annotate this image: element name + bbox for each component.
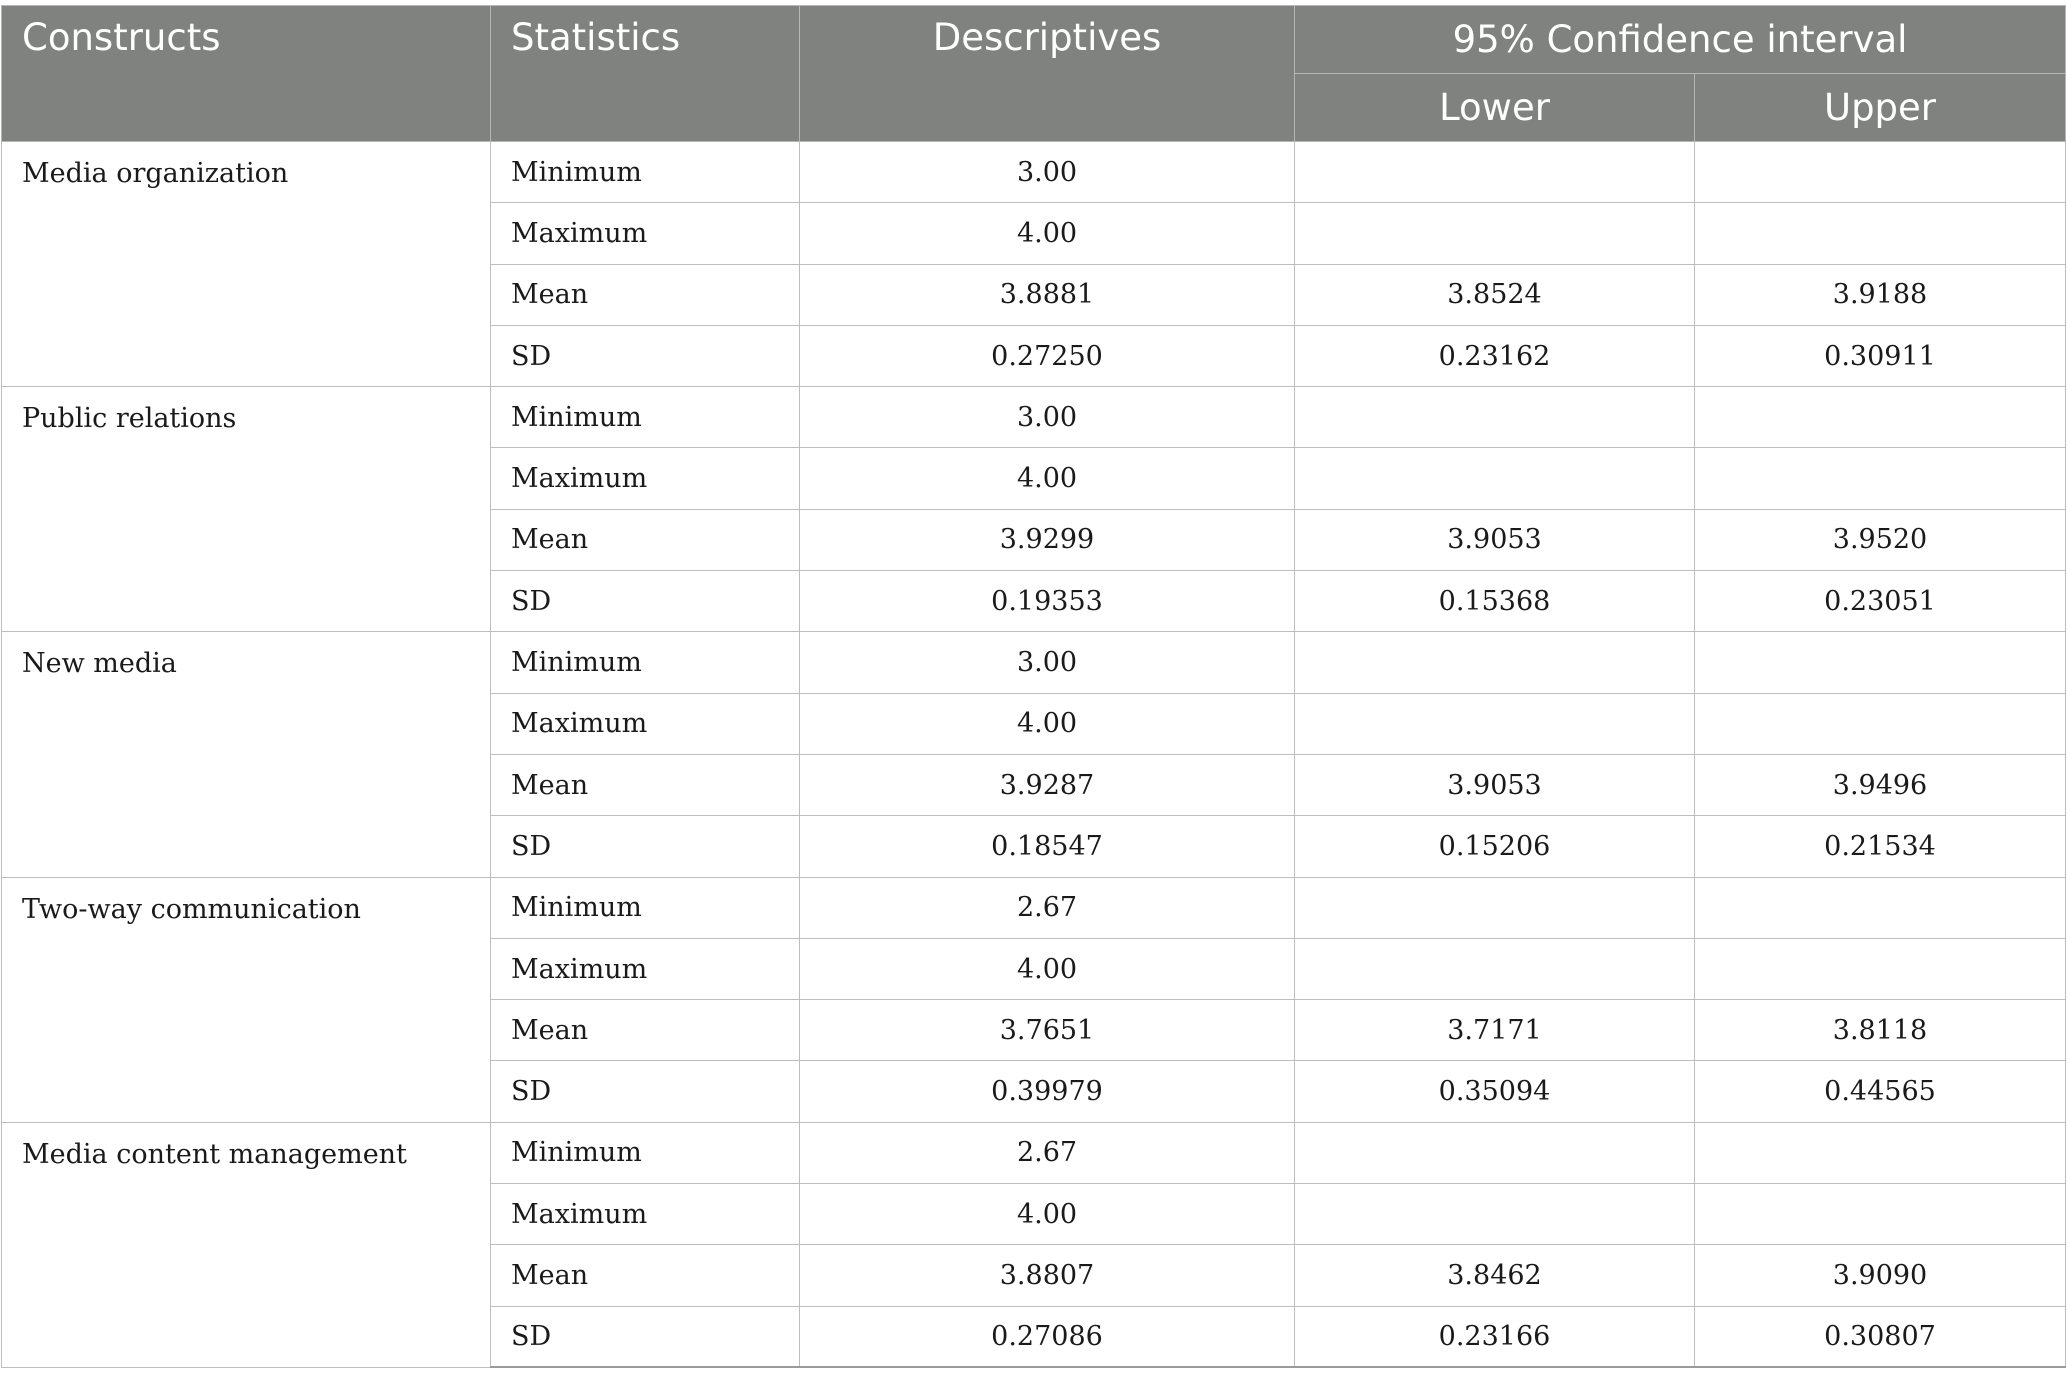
- statistic-cell: Minimum: [491, 142, 800, 203]
- ci-upper-cell: 3.9188: [1695, 264, 2066, 325]
- ci-lower-cell: [1295, 448, 1695, 509]
- ci-upper-cell: [1695, 387, 2066, 448]
- header-statistics: Statistics: [491, 6, 800, 142]
- descriptive-cell: 3.8881: [800, 264, 1295, 325]
- table-header: [2, 6, 2066, 142]
- statistic-cell: Minimum: [491, 387, 800, 448]
- ci-lower-cell: 0.35094: [1295, 1061, 1695, 1122]
- header-confidence-interval: 95% Confidence interval: [1295, 6, 2066, 74]
- ci-lower-cell: 3.7171: [1295, 1000, 1695, 1061]
- ci-upper-cell: [1695, 142, 2066, 203]
- ci-lower-cell: [1295, 877, 1695, 938]
- ci-lower-cell: 0.15206: [1295, 816, 1695, 877]
- header-constructs: Constructs: [2, 6, 491, 142]
- ci-upper-cell: [1695, 203, 2066, 264]
- ci-lower-cell: 3.8462: [1295, 1245, 1695, 1306]
- ci-upper-cell: [1695, 1184, 2066, 1245]
- ci-lower-cell: [1295, 142, 1695, 203]
- table-row: [2, 387, 2066, 448]
- ci-upper-cell: [1695, 938, 2066, 999]
- ci-lower-cell: [1295, 1184, 1695, 1245]
- table-row: [2, 877, 2066, 938]
- ci-lower-cell: 3.8524: [1295, 264, 1695, 325]
- ci-upper-cell: 3.9496: [1695, 754, 2066, 815]
- statistic-cell: Mean: [491, 509, 800, 570]
- construct-cell: Media content management: [2, 1122, 491, 1367]
- statistic-cell: Maximum: [491, 448, 800, 509]
- descriptive-cell: 4.00: [800, 938, 1295, 999]
- statistic-cell: Mean: [491, 1000, 800, 1061]
- descriptive-cell: 0.19353: [800, 571, 1295, 632]
- construct-cell: Public relations: [2, 387, 491, 632]
- ci-lower-cell: [1295, 203, 1695, 264]
- descriptive-cell: 2.67: [800, 1122, 1295, 1183]
- table-row: [2, 142, 2066, 203]
- ci-upper-cell: 0.30911: [1695, 325, 2066, 386]
- ci-upper-cell: [1695, 1122, 2066, 1183]
- ci-lower-cell: [1295, 938, 1695, 999]
- descriptive-cell: 4.00: [800, 693, 1295, 754]
- table-row: [2, 1122, 2066, 1183]
- ci-upper-cell: 3.8118: [1695, 1000, 2066, 1061]
- descriptive-cell: 3.9299: [800, 509, 1295, 570]
- descriptive-cell: 3.9287: [800, 754, 1295, 815]
- statistic-cell: SD: [491, 1061, 800, 1122]
- ci-lower-cell: [1295, 387, 1695, 448]
- descriptive-cell: 2.67: [800, 877, 1295, 938]
- ci-lower-cell: [1295, 1122, 1695, 1183]
- ci-upper-cell: 0.23051: [1695, 571, 2066, 632]
- header-upper: Upper: [1695, 74, 2066, 142]
- statistic-cell: Minimum: [491, 1122, 800, 1183]
- header-lower: Lower: [1295, 74, 1695, 142]
- ci-upper-cell: [1695, 448, 2066, 509]
- descriptive-cell: 3.8807: [800, 1245, 1295, 1306]
- descriptive-cell: 0.27250: [800, 325, 1295, 386]
- ci-upper-cell: 0.30807: [1695, 1306, 2066, 1367]
- statistic-cell: SD: [491, 325, 800, 386]
- statistic-cell: Maximum: [491, 693, 800, 754]
- ci-lower-cell: 0.23166: [1295, 1306, 1695, 1367]
- descriptive-cell: 0.27086: [800, 1306, 1295, 1367]
- header-descriptives: Descriptives: [800, 6, 1295, 142]
- ci-lower-cell: 3.9053: [1295, 509, 1695, 570]
- ci-lower-cell: [1295, 632, 1695, 693]
- descriptive-cell: 0.39979: [800, 1061, 1295, 1122]
- table-row: [2, 632, 2066, 693]
- descriptive-cell: 4.00: [800, 1184, 1295, 1245]
- ci-upper-cell: 0.44565: [1695, 1061, 2066, 1122]
- descriptive-cell: 4.00: [800, 203, 1295, 264]
- statistic-cell: SD: [491, 1306, 800, 1367]
- table-body: [2, 142, 2066, 1368]
- statistic-cell: Mean: [491, 1245, 800, 1306]
- ci-upper-cell: 3.9090: [1695, 1245, 2066, 1306]
- statistic-cell: Mean: [491, 264, 800, 325]
- ci-upper-cell: [1695, 693, 2066, 754]
- statistic-cell: Mean: [491, 754, 800, 815]
- statistic-cell: Maximum: [491, 938, 800, 999]
- ci-lower-cell: [1295, 693, 1695, 754]
- descriptive-cell: 3.00: [800, 387, 1295, 448]
- descriptive-cell: 0.18547: [800, 816, 1295, 877]
- statistic-cell: Maximum: [491, 1184, 800, 1245]
- ci-upper-cell: [1695, 877, 2066, 938]
- construct-cell: New media: [2, 632, 491, 877]
- ci-upper-cell: 3.9520: [1695, 509, 2066, 570]
- construct-cell: Media organization: [2, 142, 491, 387]
- ci-upper-cell: 0.21534: [1695, 816, 2066, 877]
- descriptive-cell: 3.7651: [800, 1000, 1295, 1061]
- ci-upper-cell: [1695, 632, 2066, 693]
- statistic-cell: Minimum: [491, 632, 800, 693]
- ci-lower-cell: 0.15368: [1295, 571, 1695, 632]
- descriptive-statistics-table: [1, 5, 2066, 1368]
- descriptive-cell: 4.00: [800, 448, 1295, 509]
- statistic-cell: Minimum: [491, 877, 800, 938]
- ci-lower-cell: 0.23162: [1295, 325, 1695, 386]
- header-row-top: [2, 6, 2066, 74]
- construct-cell: Two-way communication: [2, 877, 491, 1122]
- statistic-cell: Maximum: [491, 203, 800, 264]
- statistic-cell: SD: [491, 816, 800, 877]
- ci-lower-cell: 3.9053: [1295, 754, 1695, 815]
- descriptive-cell: 3.00: [800, 142, 1295, 203]
- descriptive-cell: 3.00: [800, 632, 1295, 693]
- statistic-cell: SD: [491, 571, 800, 632]
